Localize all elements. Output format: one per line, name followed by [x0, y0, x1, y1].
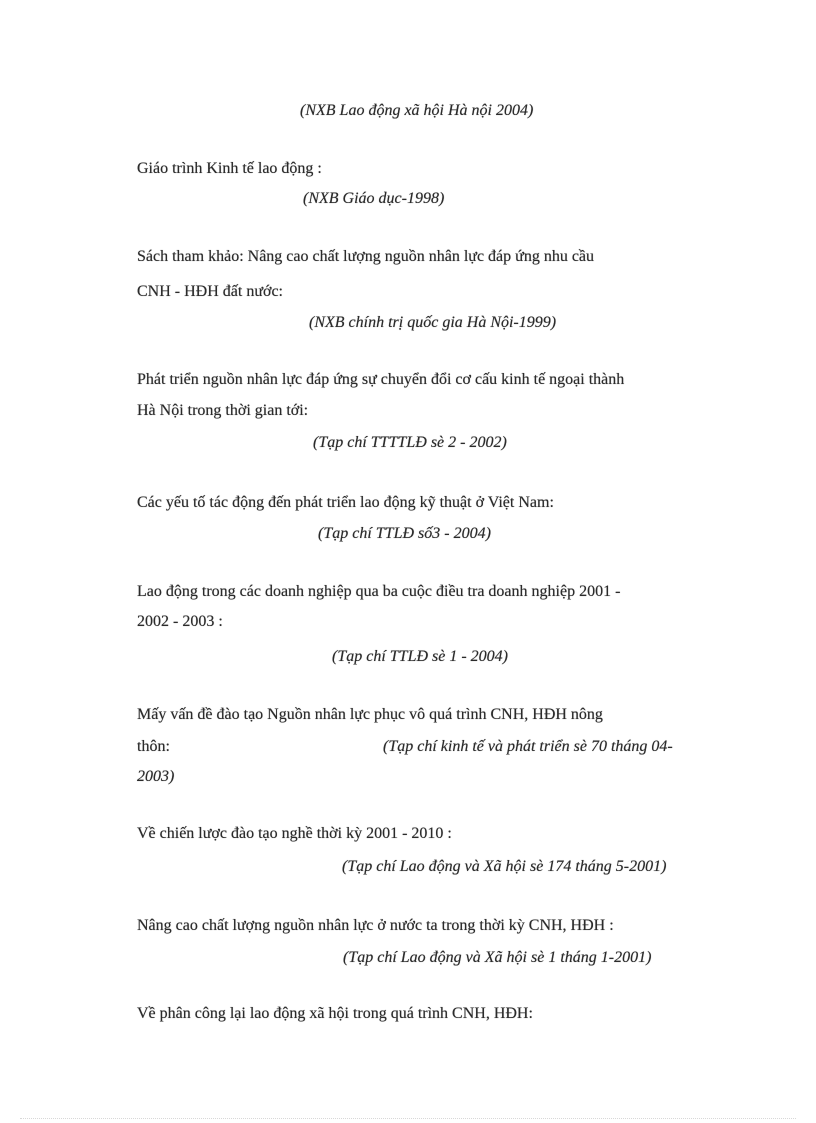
reference-title: Mấy vấn đề đào tạo Nguồn nhân lực phục vô quá trình CNH, HĐH nông — [137, 706, 603, 723]
reference-title: Nâng cao chất lượng nguồn nhân lực ở nước ta trong thời kỳ CNH, HĐH : — [137, 917, 614, 934]
reference-source: 2003) — [137, 768, 175, 785]
reference-title: Các yếu tố tác động đến phát triển lao động kỹ thuật ở Việt Nam: — [137, 494, 554, 511]
reference-source: (Tạp chí kinh tế và phát triển sè 70 tháng 04- — [383, 738, 673, 755]
reference-title: Về phân công lại lao động xã hội trong quá trình CNH, HĐH: — [137, 1005, 533, 1022]
reference-title: Về chiến lược đào tạo nghề thời kỳ 2001 - 2010 : — [137, 825, 452, 842]
reference-source: (Tạp chí Lao động và Xã hội sè 1 tháng 1-2001) — [343, 949, 652, 966]
reference-title: CNH - HĐH đất nước: — [137, 283, 283, 300]
reference-source: (NXB chính trị quốc gia Hà Nội-1999) — [309, 314, 557, 331]
reference-source: (Tạp chí TTTTLĐ sè 2 - 2002) — [313, 434, 507, 451]
reference-title: 2002 - 2003 : — [137, 613, 223, 630]
reference-source: (NXB Lao động xã hội Hà nội 2004) — [300, 102, 534, 119]
reference-title: Sách tham khảo: Nâng cao chất lượng nguồn nhân lực đáp ứng nhu cầu — [137, 248, 595, 265]
reference-title: Phát triển nguồn nhân lực đáp ứng sự chuyển đổi cơ cấu kinh tế ngoại thành — [137, 371, 625, 388]
reference-source: (Tạp chí Lao động và Xã hội sè 174 tháng 5-2001) — [342, 858, 667, 875]
reference-source: (NXB Giáo dục-1998) — [303, 190, 445, 207]
reference-title: Hà Nội trong thời gian tới: — [137, 402, 309, 419]
reference-source: (Tạp chí TTLĐ sè 1 - 2004) — [332, 648, 509, 665]
page-bottom-divider — [20, 1118, 796, 1119]
reference-title: Giáo trình Kinh tế lao động : — [137, 160, 322, 177]
reference-title: thôn: — [137, 738, 170, 755]
reference-title: Lao động trong các doanh nghiệp qua ba cuộc điều tra doanh nghiệp 2001 - — [137, 583, 621, 600]
reference-source: (Tạp chí TTLĐ số3 - 2004) — [318, 525, 491, 542]
